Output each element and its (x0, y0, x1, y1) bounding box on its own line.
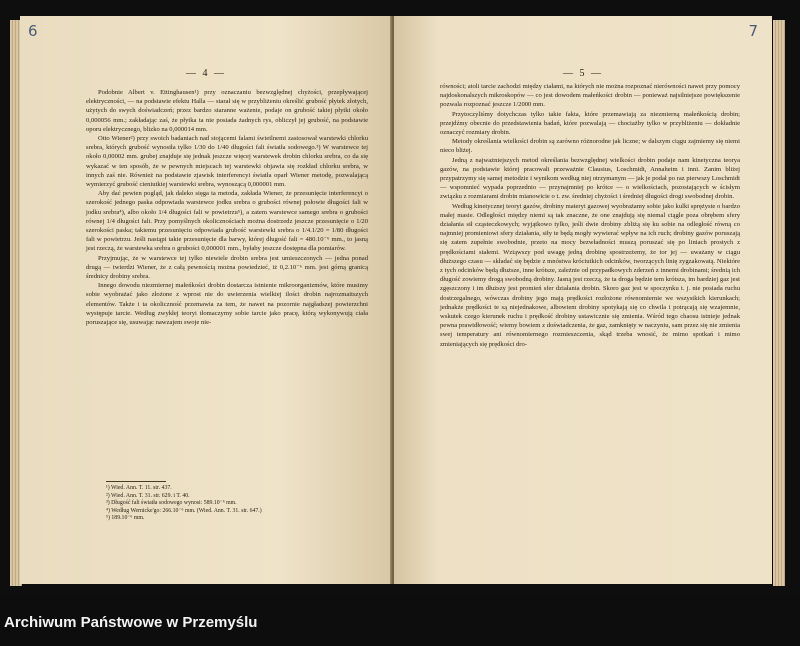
right-page-text (440, 82, 740, 349)
archive-footer (0, 596, 800, 646)
left-page-text (86, 88, 368, 327)
right-corner-mark: 7 (748, 22, 758, 40)
left-paragraph: Innego dowodu niezmiernej małeńkości drobin dostarcza istnienie mikroorganizmów, które musimy sobie wyobrażać jako złożone z wprost nie do uwierzenia wielkiej ilości drobin najrozmaitszych elementów. Także i ta okoliczność przemawia za tem, że nawet na pozornie najgładszej powierzchni występuje tarcie. Według zwykłej teoryi tłomaczymy sobie tarcie jako pracę, którą wykonywują ciała poruszające się, usuwając nawzajem swoje nie- (86, 282, 368, 327)
footnote: ²) Wied. Ann. T. 31. str. 629. i T. 40. (106, 492, 190, 499)
left-page-number: — 4 — (186, 68, 226, 79)
right-page (394, 16, 772, 584)
right-paragraph: Jedną z najważniejszych metod określania bezwzględnej wielkości drobin podaje nam kinetyczna teorya gazów, na podstawie której pracowali przeważnie Clausius, Loschmidt, Annaheim i inni. Zanim bliżej przypatrzymy się samej metodzie i wynikom według niej otrzymanym — jak je podał po raz pierwszy Loschmidt — wspomnieć wypada poprzednio — przynajmniej po krótce — o wielkościach, pozostających w ścisłym związku z rozmiarami drobin mianowicie o t. zw. średniej chyżości i średniej długości drogi swobodnej drobin. (440, 156, 740, 201)
right-paragraph: Przytoczyliśmy dotychczas tylko takie fakta, które przemawiają za niezmierną małeńkością drobin; przejdźmy obecnie do przedstawienia badań, które pozwalają — chociażby tylko w przybliżeniu — dokładnie oznaczyć rozmiary drobin. (440, 110, 740, 137)
footnote: ¹) Wied. Ann. T. 11. str. 437. (106, 485, 172, 491)
footnote-rule (106, 481, 166, 482)
footnote: ³) Długość fali światła sodowego wynosi: 589.10⁻⁶ mm. (106, 500, 237, 507)
left-paragraph: Podobnie Albert v. Ettinghausen¹) przy oznaczaniu bezwzględnej chyżości, przepływającej elektryczności, — na podstawie efektu Halla — starał się w przybliżeniu określić grubość płytek złotych, użytych do swych doświadczeń; przez bardzo staranne ważenie, podaje on grubość takiej płytki około 0,000056 mm.; zakładając zaś, że płytka ta nie posiada żadnych rys, obliczył jej grubość, na podstawie oporu elektrycznego, blizko na 0,000014 mm. (86, 89, 368, 133)
archive-name: Archiwum Państwowe w Przemyślu (4, 614, 258, 631)
open-book (10, 16, 785, 588)
left-paragraph: Przyjmując, że w warstewce tej tylko niewiele drobin srebra jest umieszczonych — jedna ponad drugą — twierdzi Wiener, że z całą pewnością można powiedzieć, iż 0,2.10⁻⁶ mm. jest górną granicą średnicy drobiny srebra. (86, 254, 368, 281)
right-paragraph-continued: równości; atoli tarcie zachodzi między ciałami, na których nie można rozpoznać nierówności nawet przy pomocy najdoskonalszych mikroskopów — co jest dowodem małeńkości drobin — ponieważ najsilniejsze powiększenie pozwala rozpoznać jeszcze 1/2000 mm. (440, 83, 740, 109)
left-paragraph: Aby dać pewien pogląd, jak daleko sięga ta metoda, zakłada Wiener, że przesunięcie interferencyi o szerokość jednego paska odpowiada warstewce jodku srebra o grubości równej połowie długości fali w jodku srebra⁴), albo około 1/4 długości fali w powietrzu⁵), a zatem warstewce samego srebra o grubości równej 1/4 długości fali. Przy pomyślnych okolicznościach można dostrzedz jeszcze przesunięcie o 1/20 szerokości paska; takiemu przesunięciu odpowiada grubość warstewki srebra o 1/4.1/20 = 1/80 długości fali w powietrzu. Jeśli nastąpi takie przesunięcie dla barwy, której długość fali = 480.10⁻⁶ mm., to jasną jest rzeczą, że warstewka srebra o grubości 0,000001 mm., byłaby jeszcze dostępna dla pomiarów. (86, 190, 368, 253)
footnote: ⁴) Według Wernicke'go: 266.10⁻⁶ mm. (Wied. Ann. T. 31. str. 647.) (106, 507, 262, 514)
right-paragraph: Według kinetycznej teoryi gazów, drobiny materyi gazowej wyobrażamy sobie jako kulki sprężyste o bardzo małej masie. Odległości między niemi są tak znaczne, że one znajdują się niemal ciągle poza obrębem sfery działania sił cząsteczkowych; wyjątkowo tylko, jeśli dwie drobiny zbliżą się ku sobie na odległość równą co najmniej promieniowi sfery działania, siły te będą mogły wywierać wpływ na ich ruch; drobiny gazów poruszają się zatem zupełnie swobodnie, przeto na mocy bezwładności muszą poruszać się po liniach prostych z prędkościami stałemi. Wziąwszy pod uwagę jedną drobinę spostrzeżemy, że tor jej — uważany w ciągu dłuższego czasu — składać się będzie z mnóstwa króciutkich odcinków, tworzących linię zygzakowatą. Niektóre z tych odcinków będą dłuższe, inne krótsze, zależnie od przypadkowych zderzeń z innemi drobinami; średnią ich długość zowiemy drogą swobodną drobiny. Jasną jest rzeczą, że ta droga będzie tem krótsza, im bardziej gaz jest zgęszczony i im dłuższy jest promień sfer działania drobin. Skoro gaz jest w spoczynku t. j. nie posiada ruchu dostrzegalnego, wówczas drobiny jego mają prędkości rozłożone równomiernie we wszystkich kierunkach; jednakże prędkości te są niejednakowe, albowiem drobiny spotykają się co chwila i potrącają się wzajemnie, wskutek czego kierunek ruchu i prędkość drobiny ustawicznie się zmienia. Wśród tego chaosu istnieje jednak pewna prawidłowość; wiemy bowiem z doświadczenia, że gaz, zamknięty w naczyniu, sam przez się nie zmienia swej temperatury ani równomiernego rozmieszczenia, skąd trzeba wnosić, że mimo spotkań i mimo zmieniających się prędkości dro- (440, 202, 740, 348)
right-page-edge (773, 20, 785, 586)
right-page-number: — 5 — (563, 68, 603, 79)
footnote: ⁵) 189.10⁻⁶ mm. (106, 515, 145, 522)
left-corner-mark: 6 (28, 22, 38, 40)
right-paragraph: Metody określania wielkości drobin są zarówno różnorodne jak liczne; w dalszym ciągu zajmiemy się niemi nieco bliżej. (440, 138, 740, 155)
left-page (20, 16, 392, 584)
left-paragraph: Otto Wiener²) przy swoich badaniach nad stojącemi falami świetlnemi zastosował warstewki chlorku srebra, których grubość wynosiła tylko 1/30 do 1/40 długości fali światła sodowego.³) W warstewce tej około 0,00002 mm. grubej znajduje się jednak jeszcze więcej warstewek drobin chlorku srebra, co da się wykazać w ten sposób, że w pewnych miejscach tej warstewki objawia się rozkład chlorku srebra, w innych zaś nie. Również na podstawie zjawisk interferencyi światła oparł Wiener metodę, pozwalającą wymierzyć grubość cieniutkiej warstewki srebra, wynoszącą 0,000001 mm. (86, 135, 368, 189)
left-footnotes (106, 481, 366, 523)
